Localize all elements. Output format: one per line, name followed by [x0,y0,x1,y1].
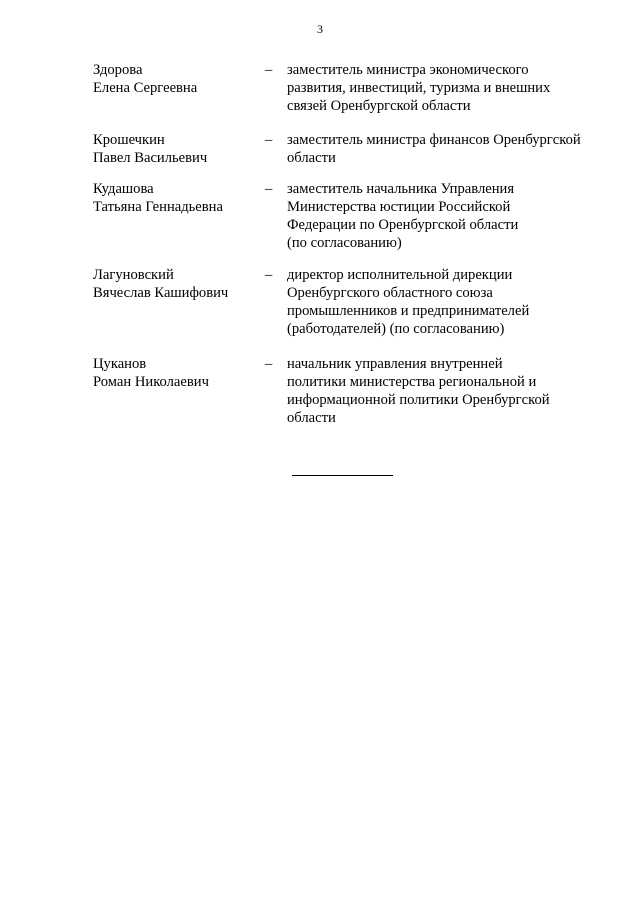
member-surname: Кудашова [93,181,154,197]
role-line: заместитель министра экономического [287,62,529,78]
role-line: заместитель министра финансов Оренбургской [287,132,581,148]
member-name [93,355,258,391]
member-surname: Крошечкин [93,132,165,148]
role-line: Федерации по Оренбургской области [287,217,519,233]
member-given-names: Татьяна Геннадьевна [93,199,223,215]
role-line: области [287,150,336,166]
member-role [287,180,603,252]
role-line: директор исполнительной дирекции [287,267,513,283]
member-given-names: Вячеслав Кашифович [93,285,229,301]
member-surname: Цуканов [93,356,147,372]
member-name [93,266,258,302]
role-line: политики министерства региональной и [287,374,537,390]
member-surname: Здорова [93,62,143,78]
role-line: области [287,410,336,426]
member-name [93,180,258,216]
role-line: развития, инвестиций, туризма и внешних [287,80,551,96]
member-given-names: Роман Николаевич [93,374,209,390]
role-line: Министерства юстиции Российской [287,199,511,215]
role-line: начальник управления внутренней [287,356,503,372]
role-line: Оренбургского областного союза [287,285,493,301]
dash-separator: – [265,132,273,148]
role-line: заместитель начальника Управления [287,181,515,197]
role-line: (работодателей) (по согласованию) [287,321,505,337]
role-line: (по согласованию) [287,235,402,251]
role-line: связей Оренбургской области [287,98,471,114]
member-given-names: Елена Сергеевна [93,80,198,96]
member-role [287,61,603,115]
member-role [287,131,603,167]
member-name [93,131,258,167]
member-role [287,355,603,427]
page-number: 3 [317,22,323,36]
member-given-names: Павел Васильевич [93,150,208,166]
dash-separator: – [265,356,273,372]
role-line: информационной политики Оренбургской [287,392,550,408]
dash-separator: – [265,181,273,197]
dash-separator: – [265,267,273,283]
end-of-list-rule [292,475,393,476]
member-name [93,61,258,97]
member-surname: Лагуновский [93,267,174,283]
dash-separator: – [265,62,273,78]
member-role [287,266,603,338]
role-line: промышленников и предпринимателей [287,303,530,319]
